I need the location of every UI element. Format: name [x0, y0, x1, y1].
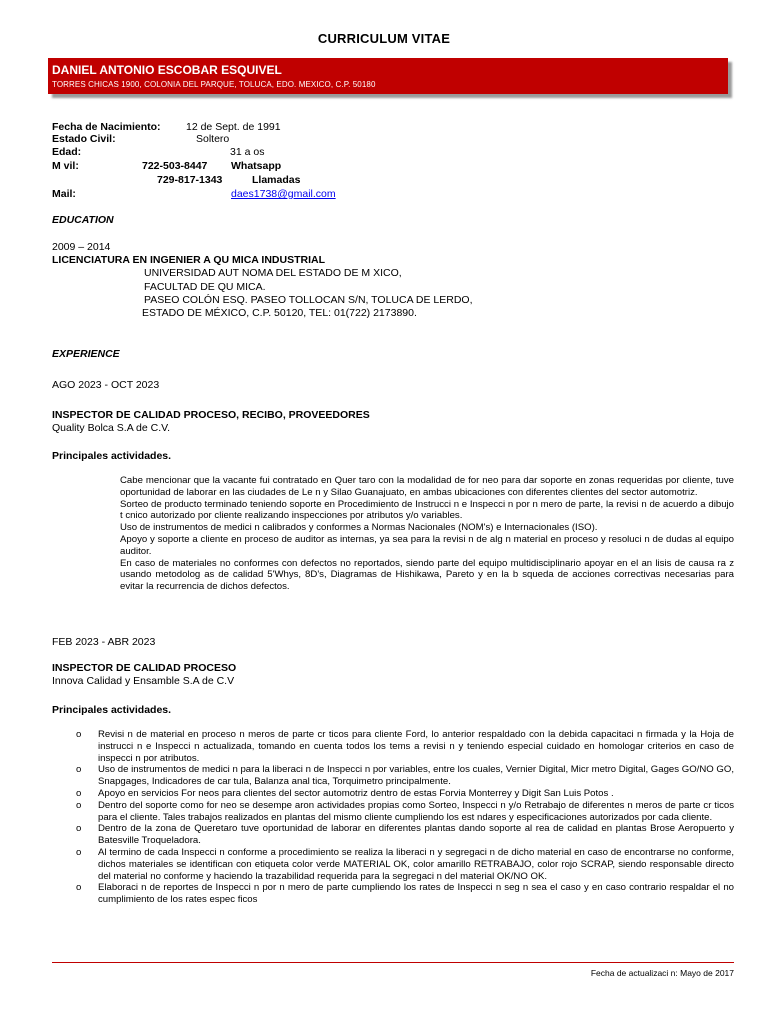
job2-dates: FEB 2023 - ABR 2023 — [52, 636, 156, 648]
mobile-label: M vil: — [52, 160, 79, 172]
job1-company: Quality Bolca S.A de C.V. — [52, 422, 171, 434]
education-degree: LICENCIATURA EN INGENIER A QU MICA INDUSTRIAL — [52, 254, 325, 266]
list-item — [76, 764, 734, 788]
bullet-icon: o — [76, 799, 82, 811]
job1-paragraph: En caso de materiales no conformes con defectos no reportados, siendo parte del equipo multidisciplinario apoyar en el an lisis de causa ra z usando metodolog as de calidad 5'Whys, 8D's, Diagramas de Hishikawa, Pareto y en la b squeda de acciones correctivas necesarias para evitar la recurrencia de dichos defectos. — [120, 557, 734, 593]
list-item — [76, 800, 734, 824]
list-item-text: Uso de instrumentos de medici n para la liberaci n de Inspecci n por variables, entre los cuales, Vernier Digital, Micr metro Digital, Gages GO/NO GO, Snapgages, Indicadores de car tula, Balanza anal tica, Torquimetro principalmente. — [98, 764, 734, 788]
list-item — [76, 847, 734, 882]
list-item-text: Apoyo en servicios For neos para clientes del sector automotriz dentro de estas Forvia Monterrey y Digit San Luis Potos . — [98, 787, 614, 799]
document-title: CURRICULUM VITAE — [317, 31, 451, 46]
job2-role: INSPECTOR DE CALIDAD PROCESO — [52, 662, 237, 674]
job1-paragraph: Uso de instrumentos de medici n calibrados y conformes a Normas Nacionales (NOM's) e Internacionales (ISO). — [120, 522, 598, 534]
bullet-icon: o — [76, 764, 82, 776]
phone-whatsapp-note: Whatsapp — [231, 160, 282, 172]
job1-activities-label: Principales actividades. — [52, 450, 172, 462]
birth-value: 12 de Sept. de 1991 — [186, 121, 281, 133]
last-updated: Fecha de actualizaci n: Mayo de 2017 — [590, 968, 734, 978]
bullet-icon: o — [76, 882, 82, 894]
candidate-address: TORRES CHICAS 1900, COLONIA DEL PARQUE, TOLUCA, EDO. MEXICO, C.P. 50180 — [52, 80, 376, 89]
experience-heading: EXPERIENCE — [52, 348, 120, 360]
phone-calls: 729-817-1343 — [157, 174, 223, 186]
email-link[interactable]: daes1738@gmail.com — [231, 188, 336, 200]
civil-status-label: Estado Civil: — [52, 133, 116, 145]
university-name: UNIVERSIDAD AUT NOMA DEL ESTADO DE M XICO, — [144, 267, 402, 279]
phone-whatsapp: 722-503-8447 — [142, 160, 208, 172]
job1-dates: AGO 2023 - OCT 2023 — [52, 379, 160, 391]
footer-divider — [52, 962, 734, 963]
university-address-2: ESTADO DE MÉXICO, C.P. 50120, TEL: 01(722) 2173890. — [142, 307, 417, 319]
job1-paragraph: Sorteo de producto terminado teniendo soporte en Procedimiento de Instrucci n e Inspecci n por n mero de parte, la revisi n de acuerdo a dibujo t cnico autorizado por cliente realizando inspecciones por atributos y/o variables. — [120, 498, 734, 522]
list-item-text: Revisi n de material en proceso n meros de parte cr ticos para cliente Ford, lo anterior respaldado con la debida capacitaci n firmada y la Hoja de instrucci n e Inspecci n actualizada, tomando en cuenta todos los tems a revisi n y teniendo especial cuidado en homologar criterios en caso de inspecci n por atributos. — [98, 729, 734, 764]
mail-label: Mail: — [52, 188, 76, 200]
list-item — [76, 788, 734, 800]
list-item-text: Al termino de cada Inspecci n conforme a procedimiento se realiza la liberaci n y segregaci n de dicho material en caso de encontrarse no conforme, dichos materiales se identifican con etiqueta color verde MATERIAL OK, color amarillo RETRABAJO, color rojo SCRAP, siendo responsable directo del material no conforme y haciendo la trazabilidad requerida para la segregaci n del material OK/NO OK. — [98, 846, 734, 882]
education-heading: EDUCATION — [52, 214, 114, 226]
bullet-icon: o — [76, 729, 82, 740]
job1-paragraph: Apoyo y soporte a cliente en proceso de auditor as internas, ya sea para la revisi n de alg n material en proceso y resoluci n de dudas al equipo auditor. — [120, 533, 734, 557]
age-value: 31 a os — [230, 146, 265, 158]
university-address: PASEO COLÓN ESQ. PASEO TOLLOCAN S/N, TOLUCA DE LERDO, — [144, 294, 473, 306]
list-item-text: Dentro de la zona de Queretaro tuve oportunidad de laborar en diferentes plantas dando soporte al rea de calidad en plantas Brose Aeropuerto y Batesville Troqueladora. — [98, 823, 734, 847]
job2-company: Innova Calidad y Ensamble S.A de C.V — [52, 675, 235, 687]
name-banner — [48, 58, 728, 94]
bullet-icon: o — [76, 823, 82, 835]
birth-label: Fecha de Nacimiento: — [52, 121, 161, 133]
age-label: Edad: — [52, 146, 82, 158]
job1-role: INSPECTOR DE CALIDAD PROCESO, RECIBO, PROVEEDORES — [52, 409, 370, 421]
civil-status-value: Soltero — [196, 133, 230, 145]
job2-activities-label: Principales actividades. — [52, 704, 172, 716]
job2-activities-list — [76, 729, 734, 906]
job1-paragraph: Cabe mencionar que la vacante fui contratado en Quer taro con la modalidad de for neo para dar soporte en zonas requeridas por cliente, tuve oportunidad de laborar en las ciudades de Le n y Silao Guanajuato, en ambas ubicaciones con diferentes clientes del sector automotriz. — [120, 475, 734, 498]
bullet-icon: o — [76, 846, 82, 858]
list-item — [76, 823, 734, 847]
list-item — [76, 729, 734, 764]
candidate-name: DANIEL ANTONIO ESCOBAR ESQUIVEL — [52, 63, 282, 77]
faculty-name: FACULTAD DE QU MICA. — [144, 281, 266, 293]
list-item — [76, 882, 734, 906]
phone-calls-note: Llamadas — [252, 174, 301, 186]
list-item-text: Elaboraci n de reportes de Inspecci n por n mero de parte cumpliendo los rates de Inspecci n seg n sea el caso y en caso contrario respaldar el no cumplimiento de los rates espec ficos — [98, 882, 734, 906]
education-years: 2009 – 2014 — [52, 241, 111, 253]
bullet-icon: o — [76, 787, 82, 799]
list-item-text: Dentro del soporte como for neo se desempe aron actividades propias como Sorteo, Inspecci n y/o Retrabajo de diferentes n meros de parte cr ticos para el cliente. Tales trabajos realizados en plantas del mismo cliente cumpliendo los est ndares y especificaciones autorizados por cada cliente. — [98, 799, 734, 823]
job1-description — [120, 475, 734, 593]
